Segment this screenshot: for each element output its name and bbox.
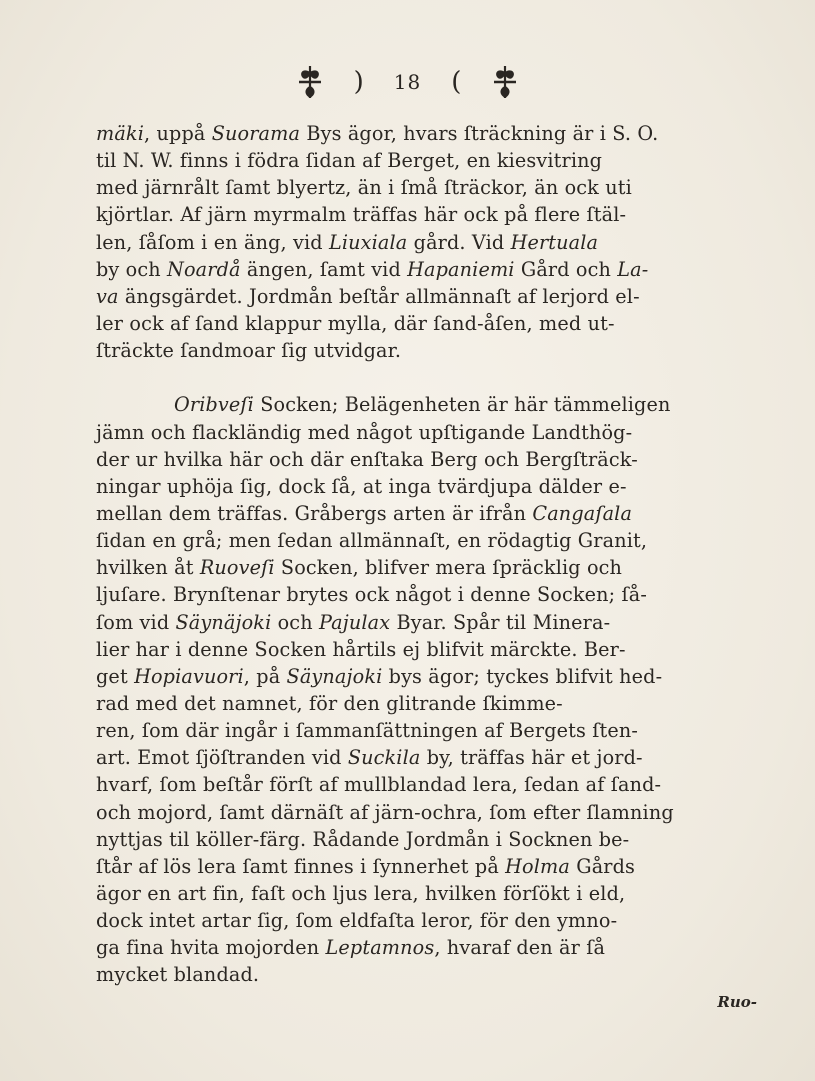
text-line: len, ſåſom i en äng, vid Liuxiala gård. Vid Hertuala bbox=[96, 230, 599, 254]
page-header bbox=[0, 62, 815, 102]
text-line: ſidan en grå; men ſedan allmännaſt, en rödagtig Granit, bbox=[96, 529, 648, 553]
fleuron-icon-right bbox=[491, 64, 519, 100]
left-bracket: ) bbox=[353, 67, 364, 97]
text-line: ägor en art fin, faſt och ljus lera, hvilken förſökt i eld, bbox=[96, 881, 626, 905]
text-line: ler ock af ſand klappur mylla, där ſand-åſen, med ut- bbox=[96, 311, 615, 335]
text-line: mäki, uppå Suorama Bys ägor, hvars ſträckning är i S. O. bbox=[96, 122, 659, 145]
right-bracket: ( bbox=[451, 67, 462, 97]
text-line: mycket blandad. bbox=[96, 963, 260, 987]
text-line: dock intet artar ſig, ſom eldfaſta leror, för den ymno- bbox=[96, 909, 618, 933]
text-line: jämn och flackländig med något upſtigande Landthög- bbox=[96, 420, 633, 444]
catchword: Ruo- bbox=[717, 993, 757, 1011]
text-line: art. Emot ſjöſtranden vid Suckila by, träffas här et jord- bbox=[96, 746, 643, 770]
text-line: hvilken åt Ruoveſi Socken, blifver mera ſpräcklig och bbox=[96, 556, 623, 580]
text-line: Oribveſi Socken; Belägenheten är här tämmeligen bbox=[174, 393, 671, 417]
text-line: och mojord, ſamt därnäſt af järn-ochra, ſom efter ſlamning bbox=[96, 800, 674, 824]
text-line: ren, ſom där ingår i ſammanſättningen af Bergets ſten- bbox=[96, 719, 639, 743]
text-line: va ängsgärdet. Jordmån beſtår allmännaſt af lerjord el- bbox=[96, 284, 640, 308]
text-line: ſom vid Säynäjoki och Pajulax Byar. Spår til Minera- bbox=[96, 610, 611, 634]
text-line: ſträckte ſandmoar ſig utvidgar. bbox=[96, 339, 402, 363]
text-line: hvarf, ſom beſtår förſt af mullblandad lera, ſedan af ſand- bbox=[96, 773, 662, 797]
text-line: der ur hvilka här och där enſtaka Berg och Bergſträck- bbox=[96, 447, 638, 471]
text-line: ljuſare. Brynſtenar brytes ock något i denne Socken; ſå- bbox=[96, 583, 647, 607]
text-line: ningar uphöja ſig, dock ſå, at inga tvärdjupa dälder e- bbox=[96, 474, 627, 498]
page-number: 18 bbox=[393, 70, 422, 94]
text-line: til N. W. finns i födra ſidan af Berget, en kiesvitring bbox=[96, 149, 603, 173]
text-line: lier har i denne Socken hårtils ej blifvit märckte. Ber- bbox=[96, 637, 626, 661]
text-line: rad med det namnet, för den glitrande ſkimme- bbox=[96, 691, 563, 715]
fleuron-icon-left bbox=[296, 64, 324, 100]
text-line: ga fina hvita mojorden Leptamnos, hvaraf den är ſå bbox=[96, 936, 606, 960]
text-line: by och Noardå ängen, ſamt vid Hapaniemi Gård och La- bbox=[96, 257, 649, 281]
paragraph-gap bbox=[96, 364, 768, 391]
text-line: get Hopiavuori, på Säynajoki bys ägor; tyckes blifvit hed- bbox=[96, 664, 663, 688]
text-line: kjörtlar. Af järn myrmalm träffas här ock på flere ſtäl- bbox=[96, 203, 627, 227]
body-text bbox=[96, 120, 768, 989]
text-line: ſtår af lös lera ſamt finnes i ſynnerhet på Holma Gårds bbox=[96, 854, 636, 878]
text-line: nyttjas til köller-färg. Rådande Jordmån i Socknen be- bbox=[96, 827, 630, 851]
text-line: mellan dem träffas. Gråbergs arten är ifrån Cangaſala bbox=[96, 501, 633, 525]
text-line: med järnrålt ſamt blyertz, än i ſmå ſträckor, än ock uti bbox=[96, 176, 632, 200]
